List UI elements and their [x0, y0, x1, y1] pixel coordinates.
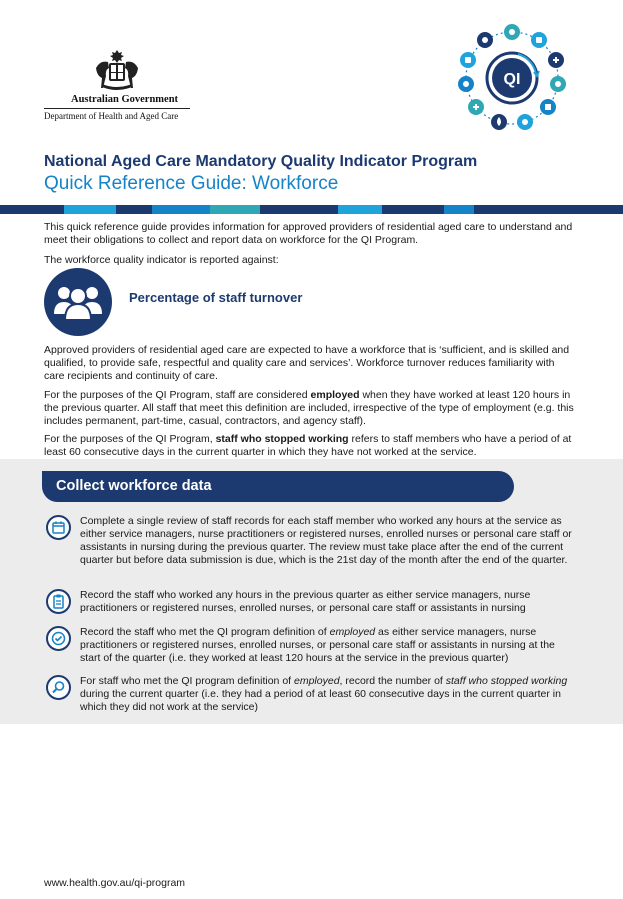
- intro-paragraph: This quick reference guide provides information for approved providers of residential aged care to understand and meet their obligations to collect and report data on workforce for the QI Program.: [44, 221, 573, 246]
- magnifier-icon: [46, 675, 71, 700]
- program-title: National Aged Care Mandatory Quality Indicator Program: [44, 153, 478, 170]
- stopped-working-definition-paragraph: For the purposes of the QI Program, staff who stopped working refers to staff members who have a period of at least 60 consecutive days in the current quarter in which they have not worked at the service.: [44, 433, 572, 458]
- intro-lead-in: The workforce quality indicator is reported against:: [44, 254, 279, 266]
- step-record-employed: Record the staff who met the QI program definition of employed as either service managers, nurse practitioners or registered nurses, enrolled nurses, or personal care staff or assistants in nursing at the start of the quarter (i.e. they worked at least 120 hours at the service in the previous quarter): [80, 626, 555, 664]
- page-header: [0, 0, 623, 150]
- header-stripe: [0, 205, 623, 214]
- step-record-staff-hours: Record the staff who worked any hours in the previous quarter as either service managers, nurse practitioners or registered nurses, enrolled nurses, or personal care staff or assistants in nursing: [80, 589, 531, 614]
- indicator-label: Percentage of staff turnover: [129, 290, 303, 305]
- qi-wheel-icon: [452, 18, 572, 138]
- step-record-stopped-working: For staff who met the QI program definition of employed, record the number of staff who stopped working during the current quarter (i.e. they had a period of at least 60 consecutive days in the current quarter in which they did not work at the service): [80, 675, 568, 713]
- step-review-records: Complete a single review of staff records for each staff member who worked any hours at the service as either service managers, nurse practitioners or registered nurses, enrolled nurses or personal care staff or assistants in nursing during the previous quarter. The review must take place after the end of the current quarter but before data submission is due, which is the 21st day of the month after the end of the quarter.: [80, 515, 572, 566]
- clipboard-icon: [46, 589, 71, 614]
- check-circle-icon: [46, 626, 71, 651]
- department-name: Department of Health and Aged Care: [44, 111, 179, 121]
- government-name: Australian Government: [71, 94, 179, 105]
- logo-divider: [44, 108, 190, 109]
- employed-term: employed: [310, 389, 360, 401]
- stopped-working-term: staff who stopped working: [215, 433, 349, 445]
- guide-title: Quick Reference Guide: Workforce: [44, 173, 339, 194]
- qi-program-logo: [452, 18, 572, 138]
- staff-group-icon: [44, 268, 112, 336]
- australian-government-logo: [44, 48, 190, 124]
- qi-logo-label: QI: [503, 71, 521, 88]
- section-heading: Collect workforce data: [42, 471, 514, 502]
- employed-definition-paragraph: For the purposes of the QI Program, staff are considered employed when they have worked at least 120 hours in the previous quarter. All staff that meet this definition are included, irrespective of the type of employment (e.g. this includes permanent, part-time, casual, contractors, and agency staff).: [44, 389, 574, 427]
- coat-of-arms-icon: [88, 48, 146, 92]
- workforce-expectation-paragraph: Approved providers of residential aged care are expected to have a workforce that is ‘sufficient, and is skilled and qualified, to provide safe, respectful and quality care and services’. Workforce turnover reduces familiarity with care recipients and continuity of care.: [44, 344, 570, 382]
- footer-url[interactable]: www.health.gov.au/qi-program: [44, 877, 186, 889]
- calendar-icon: [46, 515, 71, 540]
